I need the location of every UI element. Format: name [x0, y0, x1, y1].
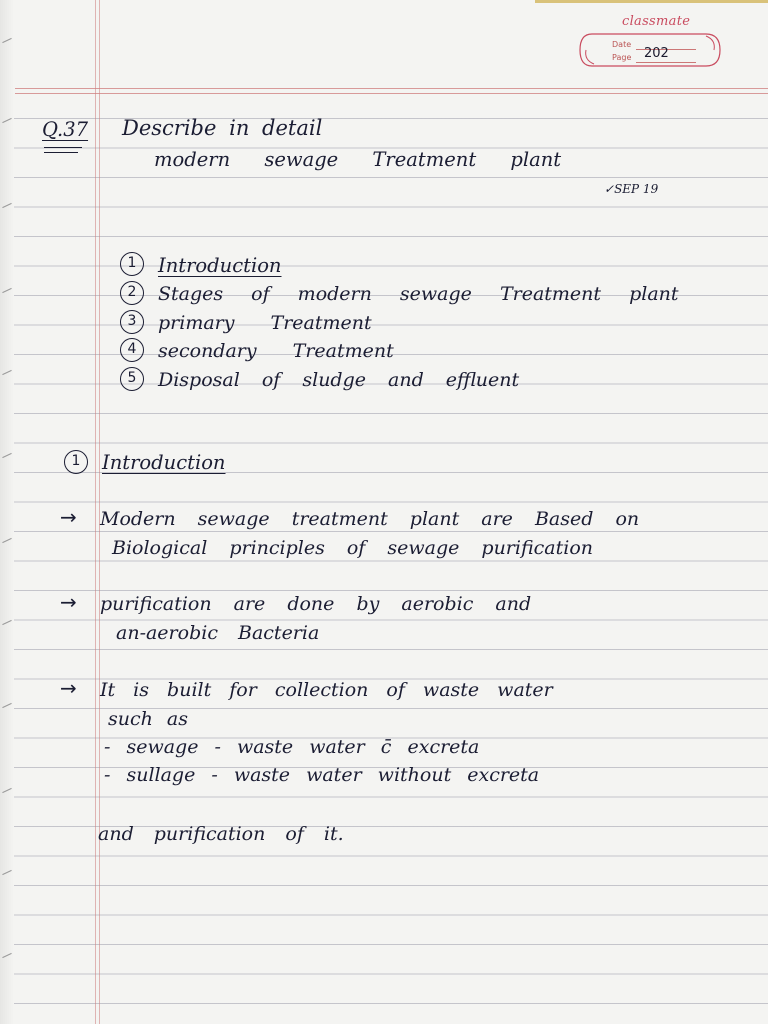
date-label: Date	[612, 40, 632, 49]
outline-number: 4	[120, 338, 144, 362]
point-line: such as	[108, 708, 188, 730]
header-rule-top	[15, 88, 768, 89]
point-line: Modern sewage treatment plant are Based on	[100, 508, 640, 530]
arrow-bullet-icon: →	[60, 590, 77, 614]
margin-line-left	[95, 0, 96, 1024]
question-tag-text: SEP 19	[614, 182, 659, 196]
page-number: 202	[644, 46, 669, 61]
brand-logo: classmate	[622, 14, 691, 29]
outline-item: Disposal of sludge and effluent	[158, 369, 520, 391]
point-line: Biological principles of sewage purification	[112, 537, 593, 559]
outline-item: primary Treatment	[158, 312, 372, 334]
point-line: - sewage - waste water c̄ excreta	[104, 736, 480, 758]
point-line: It is built for collection of waste water	[100, 679, 553, 701]
question-underline-2	[44, 152, 78, 153]
date-page-box	[578, 30, 724, 70]
page-label: Page	[612, 53, 632, 62]
arrow-bullet-icon: →	[60, 676, 77, 700]
point-line: purification are done by aerobic and	[100, 593, 532, 615]
question-tag: ✓SEP 19	[604, 182, 659, 196]
binding-edge	[0, 0, 14, 1024]
page-top-edge	[535, 0, 768, 3]
outline-number: 3	[120, 310, 144, 334]
outline-number: 5	[120, 367, 144, 391]
header-rule-bottom	[15, 93, 768, 94]
point-line: an-aerobic Bacteria	[116, 622, 320, 644]
outline-item: Introduction	[158, 254, 282, 277]
outline-item: Stages of modern sewage Treatment plant	[158, 283, 679, 305]
closing-line: and purification of it.	[98, 823, 344, 845]
arrow-bullet-icon: →	[60, 505, 77, 529]
outline-item: secondary Treatment	[158, 340, 394, 362]
question-underline-1	[44, 147, 82, 148]
point-line: - sullage - waste water without excreta	[104, 764, 540, 786]
question-number: Q.37	[42, 118, 89, 141]
section-title: Introduction	[102, 451, 226, 474]
page-line	[636, 62, 696, 63]
outline-number: 2	[120, 281, 144, 305]
question-line-1: Describe in detail	[122, 116, 323, 140]
outline-number: 1	[120, 252, 144, 276]
section-number: 1	[64, 450, 88, 474]
question-line-2: modern sewage Treatment plant	[154, 148, 562, 171]
